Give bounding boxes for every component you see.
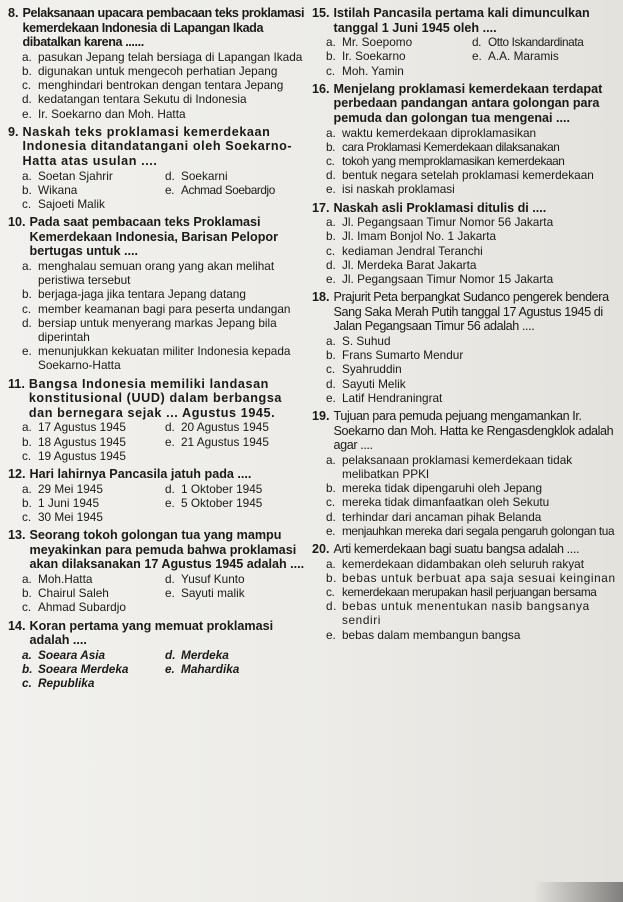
question-number: 15.	[312, 6, 330, 20]
option-b[interactable]: b. Jl. Imam Bonjol No. 1 Jakarta	[326, 229, 497, 244]
question-17	[312, 201, 618, 287]
question-16	[312, 82, 618, 197]
left-column	[8, 6, 308, 694]
option-d[interactable]: d. 20 Agustus 1945	[165, 420, 269, 435]
question-number: 16.	[312, 81, 330, 96]
question-19	[312, 409, 618, 538]
question-9	[8, 125, 308, 211]
question-text: Naskah teks proklamasi kemerdekaan Indonesia ditandatangani oleh Soekarno-Hatta atas usulan ....	[22, 124, 293, 168]
option-e[interactable]: e. Achmad Soebardjo	[165, 182, 275, 197]
option-a[interactable]: a. Jl. Pegangsaan Timur Nomor 56 Jakarta	[326, 215, 554, 230]
option-a[interactable]: a. 17 Agustus 1945	[22, 420, 126, 435]
question-text: Istilah Pancasila pertama kali dimunculkan tanggal 1 Juni 1945 oleh ....	[333, 6, 590, 35]
option-d[interactable]: d. Jl. Merdeka Barat Jakarta	[326, 257, 477, 272]
option-d[interactable]: d. bebas untuk menentukan nasib bangsanya sendiri	[326, 599, 590, 628]
question-number: 17.	[312, 200, 330, 215]
option-e[interactable]: e. menunjukkan kekuatan militer Indonesia kepada Soekarno-Hatta	[22, 344, 291, 373]
option-c[interactable]: c. mereka tidak dimanfaatkan oleh Sekutu	[326, 495, 550, 510]
question-text: Pelaksanaan upacara pembacaan teks proklamasi kemerdekaan Indonesia di Lapangan Ikada dibatalkan karena ......	[22, 6, 305, 50]
photo-shadow-corner	[533, 882, 623, 902]
question-text: Prajurit Peta berpangkat Sudanco pengerek bendera Sang Saka Merah Putih tanggal 17 Agustus 1945 di Jalan Pegangsaan Timur 56 adalah ....	[333, 290, 609, 334]
option-b[interactable]: b. Chairul Saleh	[22, 586, 109, 601]
question-number: 14.	[8, 618, 26, 633]
question-text: Seorang tokoh golongan tua yang mampu meyakinkan para pemuda bahwa proklamasi akan dilaksanakan 17 Agustus 1945 adalah ....	[29, 528, 305, 572]
option-b[interactable]: b. Soeara Merdeka	[22, 661, 129, 676]
question-text: Naskah asli Proklamasi ditulis di ....	[333, 200, 547, 215]
option-c[interactable]: c. kemerdekaan merupakan hasil perjuangan bersama	[326, 585, 597, 599]
question-11	[8, 377, 308, 463]
option-d[interactable]: d. terhindar dari ancaman pihak Belanda	[326, 509, 542, 524]
option-d[interactable]: d. bersiap untuk menyerang markas Jepang bila diperintah	[22, 315, 277, 344]
question-text: Tujuan para pemuda pejuang mengamankan Ir. Soekarno dan Moh. Hatta ke Rengasdengklok adalah agar ....	[333, 409, 614, 453]
option-e[interactable]: e. Ir. Soekarno dan Moh. Hatta	[22, 106, 186, 121]
option-d[interactable]: d. 1 Oktober 1945	[165, 481, 263, 496]
question-14	[8, 619, 308, 691]
option-a[interactable]: a. pelaksanaan proklamasi kemerdekaan tidak melibatkan PPKI	[326, 452, 573, 481]
option-c[interactable]: c. Sajoeti Malik	[22, 196, 105, 211]
option-a[interactable]: a. S. Suhud	[326, 333, 391, 348]
option-d[interactable]: d. kedatangan tentara Sekutu di Indonesia	[22, 92, 247, 107]
option-a[interactable]: a. Moh.Hatta	[22, 571, 93, 586]
option-b[interactable]: b. Frans Sumarto Mendur	[326, 348, 464, 363]
question-text: Menjelang proklamasi kemerdekaan terdapat perbedaan pandangan antara golongan para pemuda dan golongan tua mengenai ....	[333, 81, 603, 125]
option-d[interactable]: d. Merdeka	[165, 647, 229, 662]
option-c[interactable]: c. Moh. Yamin	[326, 63, 404, 78]
question-number: 18.	[312, 290, 330, 305]
question-text: Koran pertama yang memuat proklamasi adalah ....	[29, 618, 274, 648]
option-a[interactable]: a. menghalau semuan orang yang akan melihat peristiwa tersebut	[22, 258, 275, 288]
option-d[interactable]: d. Yusuf Kunto	[165, 571, 245, 586]
option-c[interactable]: c. kediaman Jendral Teranchi	[326, 243, 483, 258]
question-15	[312, 6, 618, 78]
option-a[interactable]: a. kemerdekaan didambakan oleh seluruh rakyat	[326, 556, 584, 571]
question-number: 12.	[8, 466, 26, 481]
option-a[interactable]: a. 29 Mei 1945	[22, 481, 103, 496]
option-c[interactable]: c. 30 Mei 1945	[22, 509, 103, 524]
option-e[interactable]: e. 5 Oktober 1945	[165, 495, 263, 510]
option-d[interactable]: d. bentuk negara setelah proklamasi kemerdekaan	[326, 168, 594, 183]
option-c[interactable]: c. Republika	[22, 676, 95, 691]
option-a[interactable]: a. pasukan Jepang telah bersiaga di Lapangan Ikada	[22, 49, 303, 64]
question-20	[312, 542, 618, 642]
option-b[interactable]: b. 18 Agustus 1945	[22, 434, 126, 449]
option-c[interactable]: c. 19 Agustus 1945	[22, 448, 126, 463]
option-d[interactable]: d. Otto Iskandardinata	[472, 35, 584, 50]
question-number: 13.	[8, 528, 26, 543]
option-c[interactable]: c. menghindari bentrokan dengan tentara Jepang	[22, 78, 284, 93]
option-b[interactable]: b. cara Proklamasi Kemerdekaan dilaksanakan	[326, 139, 560, 154]
question-18	[312, 290, 618, 405]
option-e[interactable]: e. Jl. Pegangsaan Timur Nomor 15 Jakarta	[326, 272, 554, 286]
question-text: Arti kemerdekaan bagi suatu bangsa adalah ....	[333, 542, 580, 556]
question-number: 8.	[8, 6, 19, 20]
option-c[interactable]: c. member keamanan bagi para peserta undangan	[22, 301, 291, 316]
question-number: 20.	[312, 542, 330, 556]
option-a[interactable]: a. Mr. Soepomo	[326, 35, 413, 50]
option-b[interactable]: b. Ir. Soekarno	[326, 49, 406, 64]
option-b[interactable]: b. digunakan untuk mengecoh perhatian Jepang	[22, 63, 278, 78]
option-c[interactable]: c. Ahmad Subardjo	[22, 600, 126, 615]
question-number: 9.	[8, 124, 19, 139]
question-number: 11.	[8, 376, 25, 391]
question-12	[8, 467, 308, 524]
option-e[interactable]: e. 21 Agustus 1945	[165, 434, 269, 449]
question-text: Pada saat pembacaan teks Proklamasi Kemerdekaan Indonesia, Barisan Pelopor bertugas untuk ....	[29, 215, 278, 259]
option-e[interactable]: e. Mahardika	[165, 661, 240, 676]
option-b[interactable]: b. berjaga-jaga jika tentara Jepang datang	[22, 287, 246, 302]
option-e[interactable]: e. isi naskah proklamasi	[326, 182, 455, 197]
option-e[interactable]: e. bebas dalam membangun bangsa	[326, 627, 521, 642]
question-number: 10.	[8, 215, 26, 230]
option-e[interactable]: e. Latif Hendraningrat	[326, 390, 443, 405]
option-c[interactable]: c. tokoh yang memproklamasikan kemerdekaan	[326, 153, 565, 168]
option-e[interactable]: e. Sayuti malik	[165, 586, 245, 601]
option-c[interactable]: c. Syahruddin	[326, 362, 402, 377]
option-d[interactable]: d. Sayuti Melik	[326, 376, 406, 391]
option-a[interactable]: a. Soetan Sjahrir	[22, 168, 113, 183]
option-b[interactable]: b. Wikana	[22, 182, 78, 197]
option-e[interactable]: e. A.A. Maramis	[472, 49, 559, 64]
option-b[interactable]: b. 1 Juni 1945	[22, 495, 100, 510]
right-column	[312, 6, 618, 646]
question-text: Hari lahirnya Pancasila jatuh pada ....	[29, 466, 252, 481]
question-8	[8, 6, 308, 121]
option-b[interactable]: b. bebas untuk berbuat apa saja sesuai keinginan	[326, 570, 616, 585]
question-13	[8, 528, 308, 614]
option-a[interactable]: a. waktu kemerdekaan diproklamasikan	[326, 125, 537, 140]
option-e[interactable]: e. menjauhkan mereka dari segala pengaruh golongan tua	[326, 523, 615, 538]
option-a[interactable]: a. Soeara Asia	[22, 647, 106, 662]
question-10	[8, 215, 308, 372]
question-number: 19.	[312, 409, 330, 423]
option-d[interactable]: d. Soekarni	[165, 168, 228, 183]
option-b[interactable]: b. mereka tidak dipengaruhi oleh Jepang	[326, 481, 543, 496]
question-text: Bangsa Indonesia memiliki landasan konstitusional (UUD) dalam berbangsa dan bernegara sejak ... Agustus 1945.	[28, 376, 283, 420]
